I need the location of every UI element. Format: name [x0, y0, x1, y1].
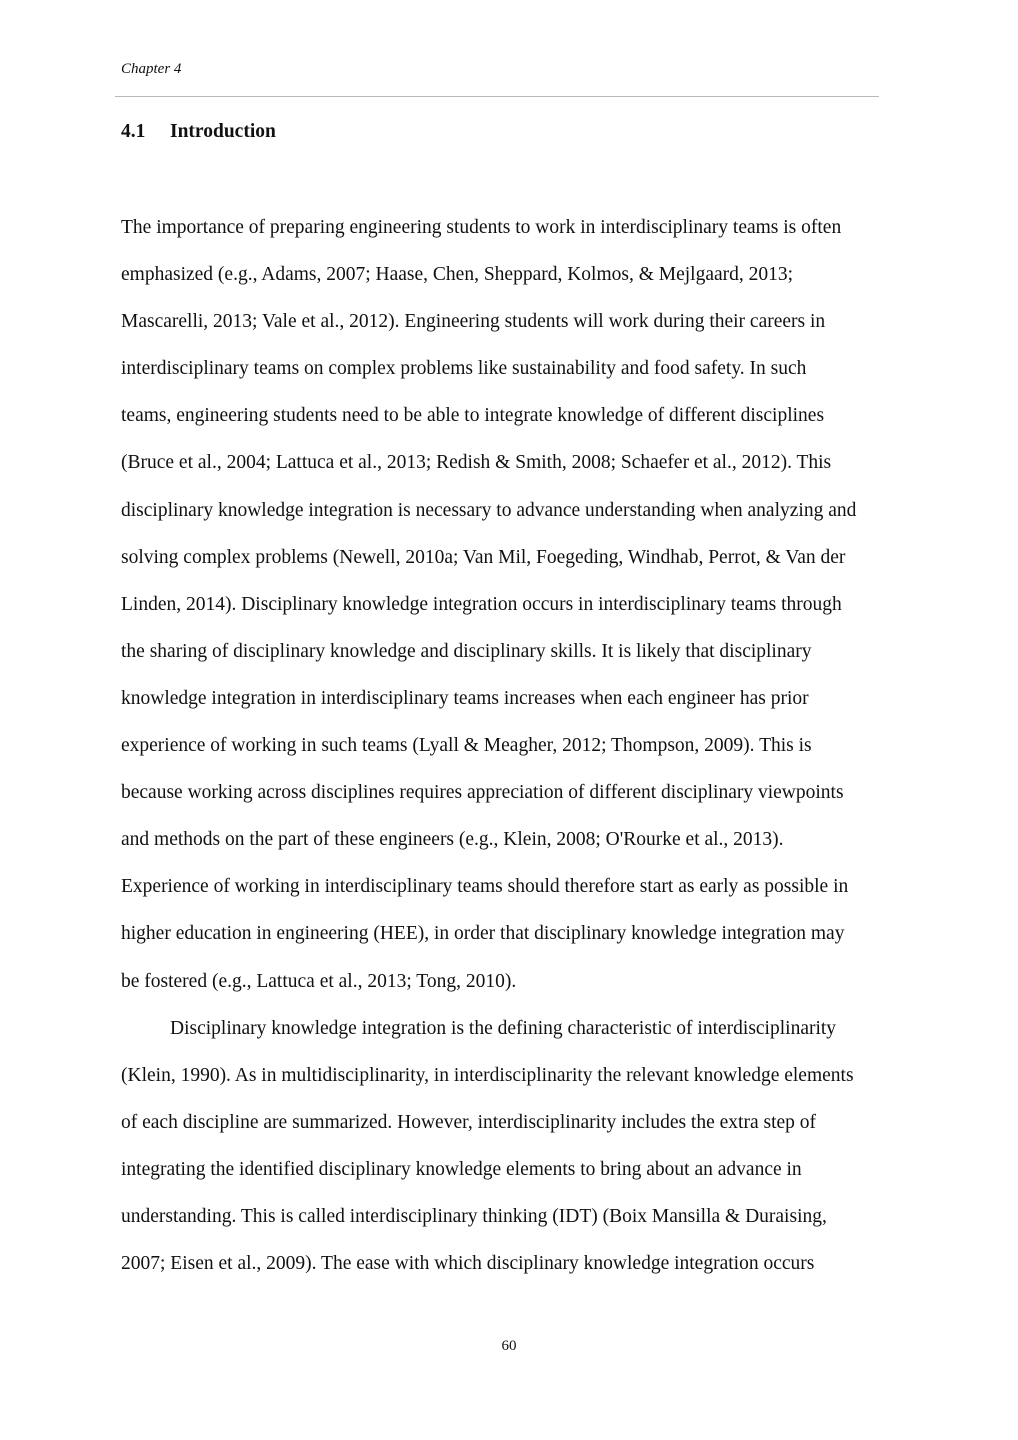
section-title: Introduction: [170, 121, 276, 142]
text-line: be fostered (e.g., Lattuca et al., 2013; Tong, 2010).: [121, 970, 517, 992]
paragraph: [121, 1005, 911, 1288]
text-line: emphasized (e.g., Adams, 2007; Haase, Chen, Sheppard, Kolmos, & Mejlgaard, 2013;: [121, 264, 794, 286]
text-line: Mascarelli, 2013; Vale et al., 2012). Engineering students will work during their careers in: [121, 311, 826, 333]
text-line: experience of working in such teams (Lyall & Meagher, 2012; Thompson, 2009). This is: [121, 735, 812, 757]
header-rule: [115, 96, 879, 97]
text-line: 2007; Eisen et al., 2009). The ease with which disciplinary knowledge integration occurs: [121, 1253, 815, 1275]
text-line: The importance of preparing engineering students to work in interdisciplinary teams is often: [121, 217, 842, 238]
text-line: disciplinary knowledge integration is necessary to advance understanding when analyzing and: [121, 499, 857, 521]
text-line: (Bruce et al., 2004; Lattuca et al., 2013; Redish & Smith, 2008; Schaefer et al., 2012). This: [121, 452, 832, 474]
body-text: [121, 204, 911, 1287]
paragraph: [121, 204, 911, 1005]
text-line: (Klein, 1990). As in multidisciplinarity, in interdisciplinarity the relevant knowledge elements: [121, 1064, 854, 1086]
text-line: Experience of working in interdisciplinary teams should therefore start as early as possible in: [121, 876, 849, 898]
text-line: Disciplinary knowledge integration is the defining characteristic of interdisciplinarity: [170, 1017, 837, 1039]
text-line: and methods on the part of these engineers (e.g., Klein, 2008; O'Rourke et al., 2013).: [121, 829, 784, 851]
text-line: understanding. This is called interdisciplinary thinking (IDT) (Boix Mansilla & Duraising,: [121, 1205, 827, 1227]
text-line: knowledge integration in interdisciplinary teams increases when each engineer has prior: [121, 687, 809, 709]
text-line: integrating the identified disciplinary knowledge elements to bring about an advance in: [121, 1158, 802, 1180]
text-line: because working across disciplines requires appreciation of different disciplinary viewpoints: [121, 782, 844, 804]
text-line: teams, engineering students need to be able to integrate knowledge of different disciplines: [121, 405, 825, 427]
section-number: 4.1: [121, 121, 146, 142]
text-line: solving complex problems (Newell, 2010a; Van Mil, Foegeding, Windhab, Perrot, & Van der: [121, 546, 846, 568]
text-line: the sharing of disciplinary knowledge and disciplinary skills. It is likely that disciplinary: [121, 640, 812, 662]
text-line: Linden, 2014). Disciplinary knowledge integration occurs in interdisciplinary teams through: [121, 593, 842, 615]
running-header: Chapter 4: [121, 61, 182, 77]
text-line: of each discipline are summarized. However, interdisciplinarity includes the extra step of: [121, 1111, 817, 1133]
section-heading: [121, 121, 276, 143]
text-line: higher education in engineering (HEE), in order that disciplinary knowledge integration may: [121, 923, 845, 945]
page-number: 60: [501, 1338, 517, 1354]
text-line: interdisciplinary teams on complex problems like sustainability and food safety. In such: [121, 358, 807, 380]
